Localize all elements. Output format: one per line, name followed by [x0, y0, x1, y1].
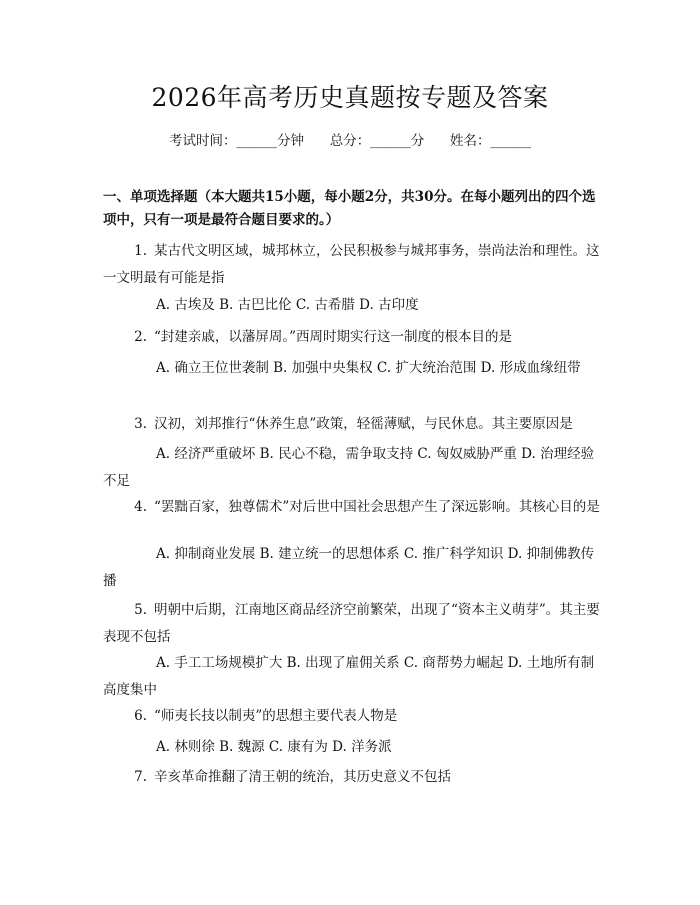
question-2-options: A. 确立王位世袭制 B. 加强中央集权 C. 扩大统治范围 D. 形成血缘纽带	[156, 360, 581, 376]
question-2	[103, 324, 600, 351]
question-5-options: A. 手工工场规模扩大 B. 出现了雇佣关系 C. 商帮势力崛起 D. 土地所有制高度集中	[103, 655, 595, 698]
question-number: 2.	[134, 329, 147, 345]
question-stem: “罢黜百家，独尊儒术”对后世中国社会思想产生了深远影响。其核心目的是	[154, 499, 600, 515]
question-stem: “封建亲戚，以藩屏周。”西周时期实行这一制度的根本目的是	[154, 329, 513, 345]
question-stem: 明朝中后期，江南地区商品经济空前繁荣，出现了“资本主义萌芽”。其主要表现不包括	[103, 602, 600, 645]
question-7	[103, 764, 600, 791]
exam-info-line: 考试时间：______分钟 总分：______分 姓名：______	[169, 133, 531, 149]
question-5	[103, 597, 600, 651]
question-number: 3.	[134, 416, 147, 432]
question-6-options: A. 林则徐 B. 魏源 C. 康有为 D. 洋务派	[156, 739, 392, 755]
question-3	[103, 411, 600, 438]
question-stem: 辛亥革命推翻了清王朝的统治，其历史意义不包括	[154, 769, 451, 785]
question-stem: 某古代文明区域，城邦林立，公民积极参与城邦事务，崇尚法治和理性。这一文明最有可能是指	[103, 243, 600, 286]
question-number: 7.	[134, 769, 147, 785]
question-1	[103, 238, 600, 292]
question-stem: 汉初，刘邦推行“休养生息”政策，轻徭薄赋，与民休息。其主要原因是	[154, 416, 573, 432]
section-heading: 一、单项选择题（本大题共15小题，每小题2分，共30分。在每小题列出的四个选项中，只有一项是最符合题目要求的。）	[103, 189, 596, 228]
question-6	[103, 703, 600, 730]
page-title: 2026年高考历史真题按专题及答案	[151, 83, 549, 112]
question-1-options: A. 古埃及 B. 古巴比伦 C. 古希腊 D. 古印度	[156, 297, 419, 313]
question-number: 1.	[134, 243, 147, 259]
question-number: 4.	[134, 499, 147, 515]
question-number: 6.	[134, 708, 147, 724]
question-4-options: A. 抑制商业发展 B. 建立统一的思想体系 C. 推广科学知识 D. 抑制佛教传播	[103, 546, 595, 589]
question-stem: “师夷长技以制夷”的思想主要代表人物是	[154, 708, 398, 724]
question-3-options: A. 经济严重破坏 B. 民心不稳，需争取支持 C. 匈奴威胁严重 D. 治理经验不足	[103, 446, 595, 489]
question-4	[103, 494, 600, 521]
question-number: 5.	[134, 602, 147, 618]
